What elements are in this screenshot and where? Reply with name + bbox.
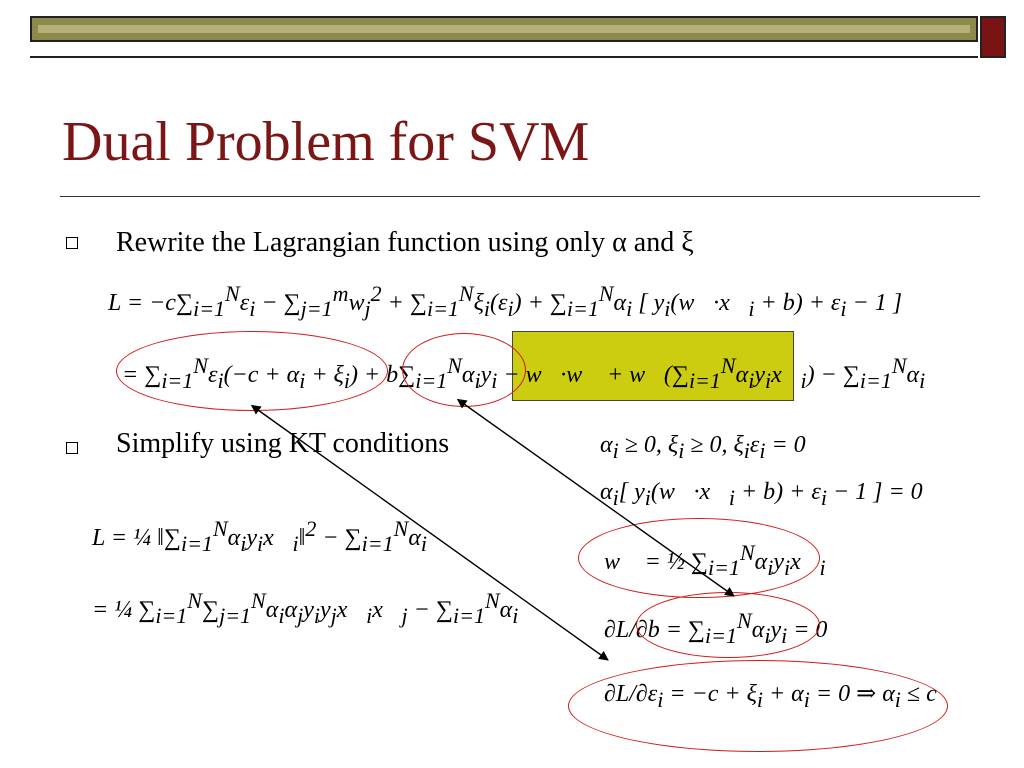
slide-title: Dual Problem for SVM <box>62 111 590 173</box>
kt-condition-2: $\alpha_i$[ $y_i(w⃗\cdot x⃗_i + b) + \varepsilon_i - 1$ ] = 0 <box>600 479 923 510</box>
kt-condition-5: $\partial L/\partial\varepsilon_i = -c + \xi_i + \alpha_i = 0$ ⇒ $\alpha_i \le c$ <box>604 681 937 712</box>
equation-lagrangian: $L = -c\sum_{i=1}^N\varepsilon_i - \sum_{j=1}^mw_j^2 + \sum_{i=1}^N\xi_i(\varepsilon_i) + \sum_{i=1}^N\alpha_i$ [ $y_i(w⃗\cdot x⃗_i + b) + \varepsilon_i - 1$ ] <box>108 281 903 321</box>
equation-dual-1: L = ¼ $‖\sum_{i=1}^N\alpha_iy_ix⃗_i‖^2 - \sum_{i=1}^N\alpha_i$ <box>92 516 428 556</box>
kt-condition-4: $\partial L/\partial b = \sum_{i=1}^N\alpha_iy_i = 0$ <box>604 608 828 648</box>
bullet-text: Simplify using KT conditions <box>116 428 450 459</box>
arrow-epsilon-link <box>258 410 608 660</box>
arrow-b-link <box>464 404 734 596</box>
equation-rewritten: = $\sum_{i=1}^N\varepsilon_i(-c + \alpha_i + \xi_i) + b\sum_{i=1}^N\alpha_iy_i$ − w⃗·w⃗ + $w⃗(\sum_{i=1}^N\alpha_iy_ix⃗_i) - \sum_{i=1}^N\alpha_i$ <box>122 353 926 393</box>
kt-condition-1: $\alpha_i \ge 0$, $\xi_i \ge 0$, $\xi_i\varepsilon_i = 0$ <box>600 432 806 463</box>
equation-dual-2: = ¼ $\sum_{i=1}^N\sum_{j=1}^N\alpha_i\alpha_jy_iy_jx⃗_ix⃗_j - \sum_{i=1}^N\alpha_i$ <box>92 588 519 628</box>
kt-condition-3: w⃗ = ½ $\sum_{i=1}^N\alpha_iy_ix⃗_i$ <box>604 540 826 580</box>
bullet-text: Rewrite the Lagrangian function using only α and ξ <box>116 227 694 258</box>
